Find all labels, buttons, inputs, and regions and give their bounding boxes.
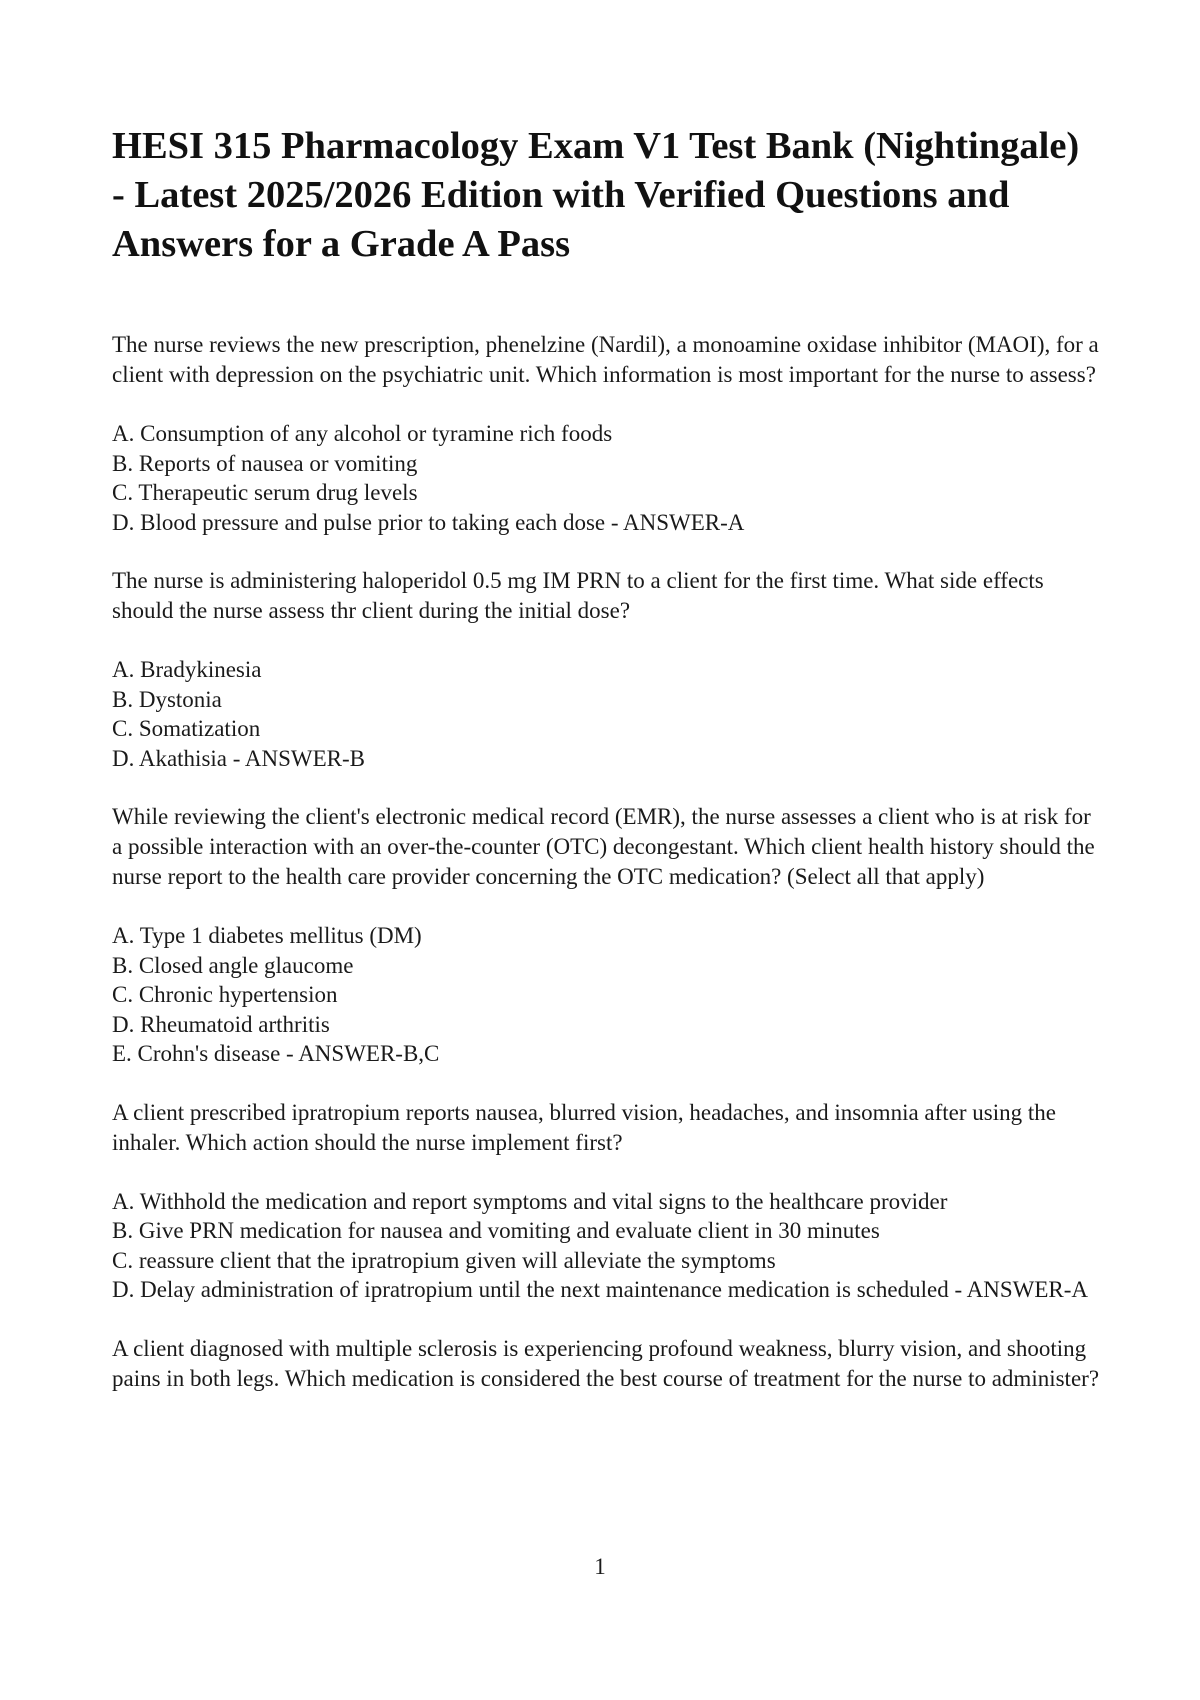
option-item: E. Crohn's disease - ANSWER-B,C (112, 1041, 440, 1066)
option-list (112, 921, 1102, 1069)
option-item: D. Akathisia - ANSWER-B (112, 745, 365, 771)
option-item: C. Chronic hypertension (112, 982, 338, 1007)
option-list (112, 1187, 1102, 1305)
question-text: The nurse reviews the new prescription, phenelzine (Nardil), a monoamine oxidase inhibitor (MAOI), for a client with depression on the psychiatric unit. Which information is most important for the nurse to assess? (112, 332, 1099, 387)
option-item: C. Therapeutic serum drug levels (112, 480, 418, 505)
option-item: B. Give PRN medication for nausea and vomiting and evaluate client in 30 minutes (112, 1218, 880, 1243)
option-item: A. Withhold the medication and report symptoms and vital signs to the healthcare provider (112, 1188, 948, 1214)
option-item: B. Dystonia (112, 686, 222, 712)
option-list (112, 655, 1102, 773)
option-item: C. Somatization (112, 716, 261, 741)
option-list (112, 419, 1102, 537)
question-text: A client diagnosed with multiple sclerosis is experiencing profound weakness, blurry vision, and shooting pains in both legs. Which medication is considered the best course of treatment for the nurse to administer? (112, 1335, 1100, 1391)
question-text: The nurse is administering haloperidol 0.5 mg IM PRN to a client for the first time. What side effects should the nurse assess thr client during the initial dose? (112, 568, 1044, 623)
question-list (112, 330, 1102, 1394)
option-item: D. Blood pressure and pulse prior to taking each dose - ANSWER-A (112, 509, 745, 535)
option-item: B. Reports of nausea or vomiting (112, 450, 418, 476)
page-number: 1 (594, 1554, 606, 1579)
option-item: A. Type 1 diabetes mellitus (DM) (112, 923, 422, 948)
option-item: D. Delay administration of ipratropium until the next maintenance medication is scheduled - ANSWER-A (112, 1277, 1088, 1302)
option-item: A. Consumption of any alcohol or tyramine rich foods (112, 421, 613, 446)
question-block (112, 802, 1102, 1069)
question-block (112, 566, 1102, 773)
option-item: C. reassure client that the ipratropium given will alleviate the symptoms (112, 1247, 776, 1273)
option-item: A. Bradykinesia (112, 657, 262, 682)
option-item: B. Closed angle glaucome (112, 952, 354, 978)
question-block (112, 1334, 1102, 1394)
question-text: A client prescribed ipratropium reports nausea, blurred vision, headaches, and insomnia after using the inhaler. Which action should the nurse implement first? (112, 1099, 1056, 1155)
option-item: D. Rheumatoid arthritis (112, 1011, 330, 1037)
question-block (112, 1098, 1102, 1305)
document-title: HESI 315 Pharmacology Exam V1 Test Bank (Nightingale) - Latest 2025/2026 Edition with Verified Questions and Answers for a Grade A Pass (112, 125, 1080, 265)
question-block (112, 330, 1102, 537)
question-text: While reviewing the client's electronic medical record (EMR), the nurse assesses a client who is at risk for a possible interaction with an over-the-counter (OTC) decongestant. Which client health history should the nurse report to the health care provider concerning the OTC medication? (Select all that apply) (112, 804, 1095, 889)
